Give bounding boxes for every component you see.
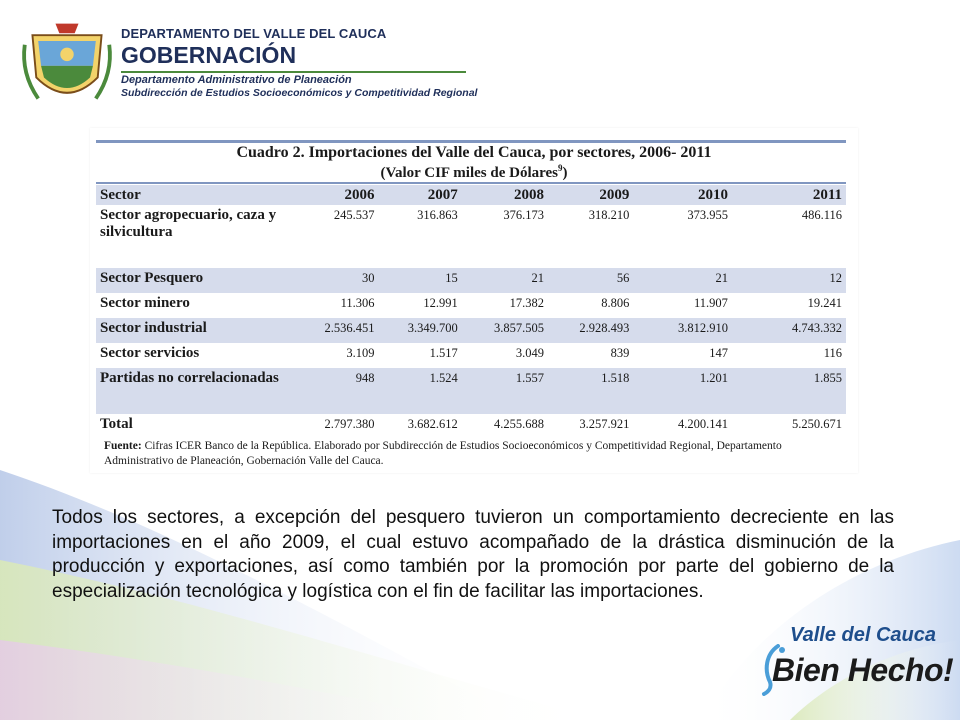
cell-value: 839 — [610, 346, 630, 360]
cell-value: 3.049 — [515, 346, 545, 360]
cell-value: 3.857.505 — [462, 318, 548, 343]
brand-line-bien-hecho: Bien Hecho! — [772, 652, 954, 688]
table-header-rule — [96, 182, 846, 184]
row-label: Sector servicios — [100, 345, 200, 361]
table-row — [96, 343, 846, 368]
cell-value: 1.557 — [462, 368, 548, 414]
cell-value: 318.210 — [588, 208, 630, 222]
row-label: Sector agropecuario, caza y silvicultura — [100, 207, 277, 240]
cell-value: 486.116 — [801, 208, 842, 222]
header-subtitle-planeacion: Departamento Administrativo de Planeación — [121, 74, 352, 86]
row-label: Sector minero — [100, 295, 190, 311]
column-header-2011: 2011 — [732, 185, 846, 205]
imports-table — [96, 185, 846, 439]
column-header-2010: 2010 — [633, 185, 732, 205]
cell-value: 3.349.700 — [379, 318, 462, 343]
table-row — [96, 368, 846, 414]
cell-value: 3.812.910 — [633, 318, 732, 343]
cell-value: 30 — [283, 268, 379, 293]
column-header-2006: 2006 — [283, 185, 379, 205]
cell-value: 1.517 — [429, 346, 458, 360]
cell-value: 4.200.141 — [677, 417, 728, 431]
cell-value: 56 — [548, 268, 633, 293]
cell-value: 376.173 — [503, 208, 545, 222]
department-name: DEPARTAMENTO DEL VALLE DEL CAUCA — [121, 26, 387, 41]
imports-table-card — [90, 128, 858, 473]
table-row — [96, 205, 846, 268]
cell-value: 2.797.380 — [324, 417, 375, 431]
cell-value: 8.806 — [601, 296, 630, 310]
cell-value: 245.537 — [333, 208, 375, 222]
cell-value: 2.536.451 — [283, 318, 379, 343]
cell-value: 19.241 — [807, 296, 842, 310]
cell-value: 4.255.688 — [494, 417, 545, 431]
footnote-marker: 9 — [558, 163, 563, 173]
cell-value: 4.743.332 — [732, 318, 846, 343]
table-total-row — [96, 414, 846, 439]
cell-value: 21 — [462, 268, 548, 293]
column-header-2008: 2008 — [462, 185, 548, 205]
cell-value: 5.250.671 — [792, 417, 842, 431]
brand-logo — [756, 614, 954, 704]
table-row — [96, 293, 846, 318]
gobernacion-title: GOBERNACIÓN — [121, 42, 297, 68]
cell-value: 15 — [379, 268, 462, 293]
table-source-note: Fuente: Cifras ICER Banco de la República. Elaborado por Subdirección de Estudios Socioeconómicos y Competitividad Regional, Departamento Administrativo de Planeación, Gobernación Valle del Cauca. — [104, 440, 782, 467]
cell-value: 3.109 — [346, 346, 375, 360]
header — [14, 14, 478, 114]
cell-value: 3.257.921 — [579, 417, 630, 431]
cell-value: 12 — [732, 268, 846, 293]
row-label: Sector Pesquero — [96, 268, 283, 293]
cell-value: 1.201 — [633, 368, 732, 414]
cell-value: 11.907 — [694, 296, 728, 310]
cell-value: 147 — [709, 346, 728, 360]
cell-value: 1.524 — [379, 368, 462, 414]
coat-of-arms-icon — [18, 16, 116, 112]
cell-value: 3.682.612 — [407, 417, 458, 431]
cell-value: 373.955 — [687, 208, 728, 222]
column-header-sector: Sector — [96, 185, 283, 205]
table-row — [96, 268, 846, 293]
cell-value: 1.855 — [732, 368, 846, 414]
row-label: Partidas no correlacionadas — [96, 368, 283, 414]
cell-value: 12.991 — [423, 296, 458, 310]
cell-value: 948 — [283, 368, 379, 414]
brand-line-valle: Valle del Cauca — [790, 624, 936, 646]
cell-value: 116 — [823, 346, 842, 360]
header-subtitle-subdireccion: Subdirección de Estudios Socioeconómicos y Competitividad Regional — [121, 87, 478, 99]
table-top-rule — [96, 140, 846, 143]
table-subtitle: (Valor CIF miles de Dólares$^9$) — [380, 163, 568, 181]
cell-value: 21 — [633, 268, 732, 293]
row-label: Total — [100, 416, 133, 432]
cell-value: 316.863 — [417, 208, 458, 222]
analysis-paragraph: Todos los sectores, a excepción del pesquero tuvieron un comportamiento decreciente en las importaciones en el año 2009, el cual estuvo acompañado de la drástica disminución de la producción y exportaciones, así como también por la promoción por parte del gobierno de la especialización tecnológica y logística con el fin de facilitar las importaciones. — [52, 507, 894, 602]
cell-value: 2.928.493 — [548, 318, 633, 343]
row-label: Sector industrial — [96, 318, 283, 343]
table-header-row — [96, 185, 846, 205]
cell-value: 11.306 — [340, 296, 375, 310]
column-header-2009: 2009 — [548, 185, 633, 205]
cell-value: 1.518 — [548, 368, 633, 414]
column-header-2007: 2007 — [379, 185, 462, 205]
table-row — [96, 318, 846, 343]
cell-value: 17.382 — [509, 296, 545, 310]
header-divider — [121, 71, 466, 73]
table-title: Cuadro 2. Importaciones del Valle del Cauca, por sectores, 2006- 2011 — [236, 144, 712, 161]
